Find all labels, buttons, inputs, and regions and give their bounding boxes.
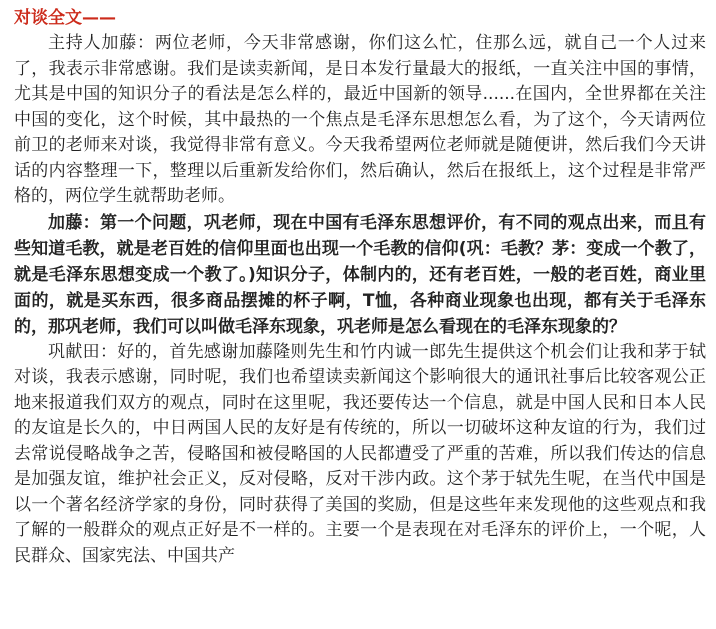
host-question-paragraph: 加藤：第一个问题，巩老师，现在中国有毛泽东思想评价，有不同的观点出来，而且有些知道毛教，就是老百姓的信仰里面也出现一个毛教的信仰(巩：毛教？茅：变成一个教了，就是毛泽东思想变成一个教了。)知识分子，体制内的，还有老百姓，一般的老百姓，商业里面的，就是买东西，很多商品摆摊的杯子啊，T恤，各种商业现象也出现，都有关于毛泽东的，那巩老师，我们可以叫做毛泽东现象，巩老师是怎么看现在的毛泽东现象的？ — [14, 212, 706, 337]
article-heading: 对谈全文—— — [14, 8, 116, 28]
host-opening-paragraph: 主持人加藤：两位老师，今天非常感谢，你们这么忙，住那么远，就自己一个人过来了，我表示非常感谢。我们是读卖新闻，是日本发行量最大的报纸，一直关注中国的事情，尤其是中国的知识分子的看法是怎么样的，最近中国新的领导......在国内，全世界都在关注中国的变化，这个时候，其中最热的一个焦点是毛泽东思想怎么看，为了这个，今天请两位前卫的老师来对谈，我觉得非常有意义。今天我希望两位老师就是随便讲，然后我们今天讲话的内容整理一下，整理以后重新发给你们，然后确认，然后在报纸上，这个过程是非常严格的，两位学生就帮助老师。 — [14, 33, 706, 206]
gong-response-paragraph: 巩献田：好的，首先感谢加藤隆则先生和竹内诚一郎先生提供这个机会们让我和茅于轼对谈，我表示感谢，同时呢，我们也希望读卖新闻这个影响很大的通讯社事后比较客观公正地来报道我们双方的观点，同时在这里呢，我还要传达一个信息，就是中国人民和日本人民的友谊是长久的，中日两国人民的友好是有传统的，所以一切破坏这种友谊的行为，我们过去常说侵略战争之苦，侵略国和被侵略国的人民都遭受了严重的苦难，所以我们传达的信息是加强友谊，维护社会正义，反对侵略，反对干涉内政。这个茅于轼先生呢，在当代中国是以一个著名经济学家的身份，同时获得了美国的奖励，但是这些年来发现他的这些观点和我了解的一般群众的观点正好是不一样的。主要一个是表现在对毛泽东的评价上，一个呢，人民群众、国家宪法、中国共产 — [14, 341, 706, 566]
